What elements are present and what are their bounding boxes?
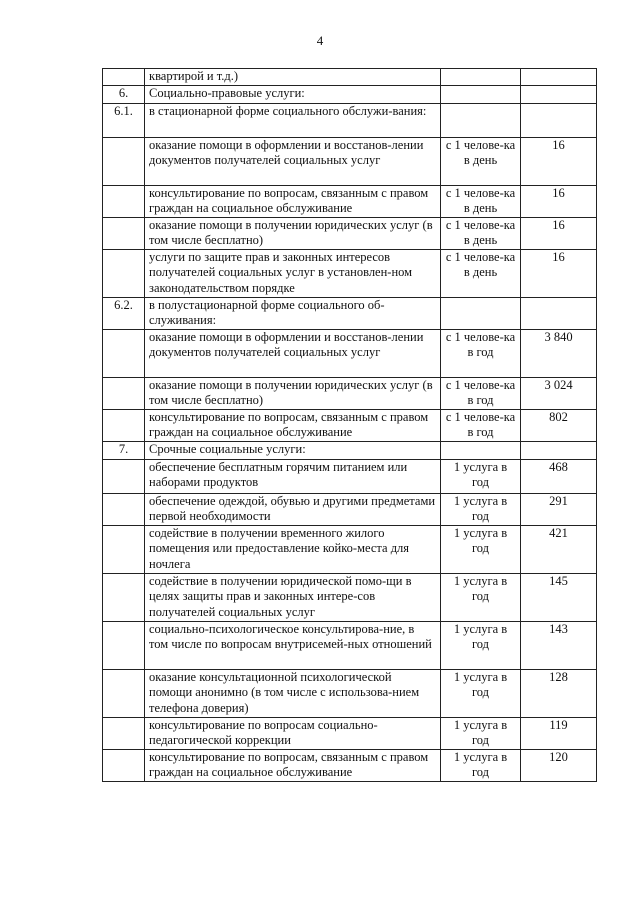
service-value: 3 024 [521,377,597,409]
table-row [103,621,597,669]
service-unit: 1 услуга в год [441,459,521,493]
service-value: 16 [521,137,597,185]
service-unit [441,85,521,103]
service-value: 145 [521,573,597,621]
service-name: консультирование по вопросам социально-педагогической коррекции [145,717,441,749]
row-number [103,69,145,86]
table-row [103,749,597,781]
service-unit: с 1 челове-ка в год [441,377,521,409]
table-row [103,717,597,749]
row-number [103,621,145,669]
service-name: консультирование по вопросам, связанным с правом граждан на социальное обслуживание [145,409,441,441]
service-value [521,441,597,459]
row-number: 6. [103,85,145,103]
service-name: содействие в получении юридической помо-щи в целях защиты прав и законных интере-сов получателей социальных услуг [145,573,441,621]
service-unit: 1 услуга в год [441,573,521,621]
table-row [103,493,597,525]
service-name: в полустационарной форме социального об-служивания: [145,297,441,329]
service-name: консультирование по вопросам, связанным с правом граждан на социальное обслуживание [145,185,441,217]
table-row [103,669,597,717]
service-value: 128 [521,669,597,717]
row-number: 6.1. [103,103,145,137]
row-number [103,749,145,781]
row-number [103,377,145,409]
service-value: 16 [521,185,597,217]
service-value: 3 840 [521,329,597,377]
service-name: оказание консультационной психологической помощи анонимно (в том числе с использова-нием телефона доверия) [145,669,441,717]
service-unit [441,441,521,459]
table-row [103,441,597,459]
service-unit: 1 услуга в год [441,717,521,749]
service-name: социально-психологическое консультирова-ние, в том числе по вопросам внутрисемей-ных отношений [145,621,441,669]
service-unit: 1 услуга в год [441,525,521,573]
service-name: оказание помощи в получении юридических услуг (в том числе бесплатно) [145,377,441,409]
table-row [103,85,597,103]
service-unit: с 1 челове-ка в год [441,329,521,377]
row-number [103,493,145,525]
service-unit: с 1 челове-ка в день [441,137,521,185]
table-row [103,249,597,297]
row-number [103,185,145,217]
services-table [102,68,597,782]
services-table-body [103,69,597,782]
service-unit: с 1 челове-ка в год [441,409,521,441]
service-value: 16 [521,249,597,297]
service-unit: с 1 челове-ка в день [441,249,521,297]
service-unit [441,297,521,329]
service-value: 802 [521,409,597,441]
service-name: обеспечение одеждой, обувью и другими предметами первой необходимости [145,493,441,525]
row-number [103,409,145,441]
service-value [521,103,597,137]
row-number [103,329,145,377]
service-name: Социально-правовые услуги: [145,85,441,103]
service-name: в стационарной форме социального обслужи-вания: [145,103,441,137]
table-row [103,217,597,249]
table-row [103,573,597,621]
service-name: оказание помощи в оформлении и восстанов-лении документов получателей социальных услуг [145,329,441,377]
service-unit: с 1 челове-ка в день [441,217,521,249]
service-name: квартирой и т.д.) [145,69,441,86]
row-number [103,217,145,249]
service-value: 120 [521,749,597,781]
service-unit: 1 услуга в год [441,749,521,781]
service-value: 143 [521,621,597,669]
service-name: оказание помощи в оформлении и восстанов-лении документов получателей социальных услуг [145,137,441,185]
service-value: 468 [521,459,597,493]
service-unit [441,103,521,137]
service-unit: с 1 челове-ка в день [441,185,521,217]
service-value: 421 [521,525,597,573]
row-number [103,525,145,573]
service-name: обеспечение бесплатным горячим питанием или наборами продуктов [145,459,441,493]
row-number: 7. [103,441,145,459]
row-number [103,137,145,185]
row-number: 6.2. [103,297,145,329]
service-unit: 1 услуга в год [441,621,521,669]
row-number [103,249,145,297]
table-row [103,377,597,409]
service-name: содействие в получении временного жилого помещения или предоставление койко-места для ночлега [145,525,441,573]
table-row [103,329,597,377]
service-value [521,85,597,103]
table-row [103,409,597,441]
row-number [103,573,145,621]
service-unit: 1 услуга в год [441,493,521,525]
service-unit [441,69,521,86]
service-name: консультирование по вопросам, связанным с правом граждан на социальное обслуживание [145,749,441,781]
row-number [103,669,145,717]
service-value [521,297,597,329]
table-row [103,103,597,137]
service-unit: 1 услуга в год [441,669,521,717]
page-number: 4 [316,33,324,48]
table-row [103,137,597,185]
table-row [103,459,597,493]
row-number [103,717,145,749]
service-value [521,69,597,86]
service-value: 16 [521,217,597,249]
table-row [103,297,597,329]
service-name: Срочные социальные услуги: [145,441,441,459]
service-name: услуги по защите прав и законных интересов получателей социальных услуг в установлен-ном законодательством порядке [145,249,441,297]
table-row [103,525,597,573]
service-value: 119 [521,717,597,749]
service-value: 291 [521,493,597,525]
service-name: оказание помощи в получении юридических услуг (в том числе бесплатно) [145,217,441,249]
table-row [103,69,597,86]
row-number [103,459,145,493]
table-row [103,185,597,217]
